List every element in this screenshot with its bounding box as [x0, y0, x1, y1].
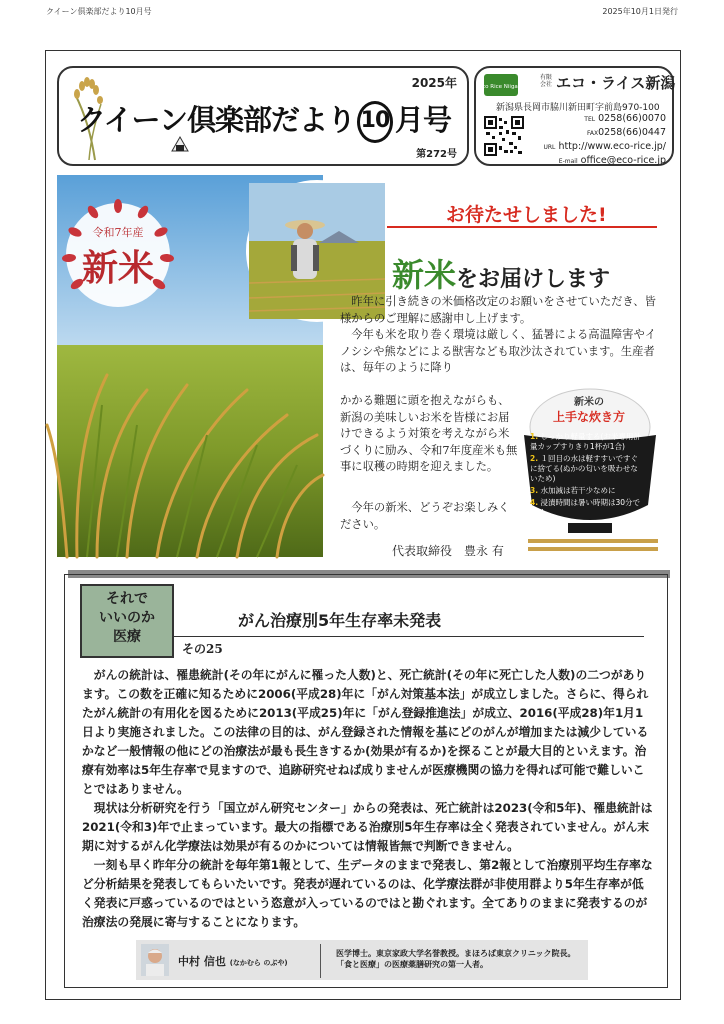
tips-title-2: 上手な炊き方: [552, 410, 625, 424]
headline-underline: [387, 226, 657, 228]
tip-item: 1. しっかり軽量する(お米専用計量カップすりきり1杯が1合): [530, 432, 641, 451]
masthead-month: 10: [357, 101, 393, 143]
tips-title-1: 新米の: [574, 397, 604, 408]
eco-rice-logo-icon: [478, 74, 524, 96]
company-email[interactable]: office@eco-rice.jp: [580, 155, 666, 166]
subhead-rest: をお届けします: [456, 267, 611, 292]
email-label: E-mail: [558, 158, 578, 165]
column-paragraph: 現状は分析研究を行う「国立がん研究センター」からの発表は、死亡統計は2023(令和5年)、罹患統計は2021(令和3)年で止まっています。最大の指標である治療別5年生存率は全く発表されていません。がん末期に対するがん化学療法は効果が有るのかについては情報皆無で判断できません。: [82, 801, 653, 853]
badge-year: 令和7年産: [92, 226, 144, 239]
company-info: [474, 66, 674, 166]
company-address: 新潟県長岡市脇川新田町字前島970-100: [496, 103, 660, 113]
tip-item: 3. 水加減は若干少なめに: [530, 486, 616, 495]
signature: 代表取締役 豊永 有: [392, 544, 504, 558]
company-type: 有限 会社: [540, 74, 553, 88]
tips-list: [530, 432, 642, 518]
column-body: [82, 666, 654, 932]
headline: お待たせしました!: [446, 204, 607, 226]
logo-text: Eco Rice Niigata: [478, 84, 524, 90]
url-label: URL: [543, 144, 556, 151]
masthead-issue: 第272号: [416, 149, 457, 160]
column-paragraph: 一刻も早く昨年分の統計を毎年第1報として、生データのままで発表し、第2報として治療別平均生存率など分析結果を発表してもらいたいです。発表が遅れているのは、化学療法群が非使用群より5年生存率が低く発表に戸惑っているのではという恣意が入っているのではと勘ぐれます。全てありのままに発表するのが治療法の発展に寄与することになります。: [82, 858, 653, 929]
company-tel: 0258(66)0070: [598, 113, 666, 124]
tel-label: TEL: [584, 116, 596, 123]
author-name: 中村 信也 (なかむら のぶや): [178, 955, 288, 968]
issue-date: 2025年10月1日発行: [602, 7, 678, 16]
subheadline: [392, 250, 610, 296]
tip-item: 2. １回目の水は軽すすいですぐに捨てる(ぬかの匂いを吸わせないため): [530, 454, 639, 483]
masthead-title: [77, 98, 451, 143]
fax-label: FAX: [587, 130, 599, 137]
author-avatar: [141, 944, 169, 976]
intro-paragraph-3: 今年の新米、どうぞお楽しみください。: [340, 501, 510, 531]
company-contact: [544, 112, 667, 168]
qr-code-icon: [484, 116, 524, 156]
subhead-strong: 新米: [392, 256, 457, 294]
masthead-title-pre: クイーン倶楽部だより: [77, 103, 355, 137]
new-rice-badge: [63, 200, 173, 310]
column-subtitle: その25: [182, 642, 223, 656]
masthead-year: 2025年: [411, 76, 457, 90]
column-label: それで いいのか 医療: [80, 584, 174, 658]
masthead-title-post: 月号: [394, 103, 451, 137]
author-divider: [320, 944, 321, 978]
company-url[interactable]: http://www.eco-rice.jp/: [558, 141, 666, 152]
company-fax: 0258(66)0447: [598, 127, 666, 138]
newsletter-name: クイーン倶楽部だより10月号: [46, 7, 152, 16]
page-header-line: [46, 6, 678, 17]
column-title: がん治療別5年生存率未発表: [238, 611, 442, 630]
intro-paragraph-2b: かかる難題に頭を抱えながらも、新潟の美味しいお米を皆様にお届けできるよう対策を考えながら米づくりに励み、令和7年度産米も無事に収穫の時期を迎えました。: [340, 394, 518, 473]
company-name: エコ・ライス新潟: [556, 74, 676, 92]
column-paragraph: がんの統計は、罹患統計(その年にがんに罹った人数)と、死亡統計(その年に死亡した人数)の二つがあります。この数を正確に知るために2006(平成28)年に「がん対策基本法」が成立しました。さらに、得られたがん統計の有用化を図るために2013(平成25)年に「がん登録推進法」が成立、2016(平成28)年1月1日より実施されました。この法律の目的は、がん登録された情報を基にどのがんが増加または減少しているかなど一般情報の他にどの治療法が最も長生きするか(効果が有るか)を探ることが最大目的といえます。治療有効率は5年生存率で見ますので、追跡研究せねば成りませんが医療機関の協力を得れば可能で難しいことではありません。: [82, 668, 649, 796]
intro-paragraph-1: 昨年に引き続きの米価格改定のお願いをさせていただき、皆様からのご理解に感謝申し上げます。: [340, 295, 656, 325]
masthead: [57, 66, 469, 166]
intro-paragraph-2a: 今年も米を取り巻く環境は厳しく、猛暑による高温障害やイノシシや熊などによる獣害なども取沙汰されています。生産者は、毎年のように降り: [340, 328, 657, 374]
onigiri-icon: [171, 136, 189, 152]
badge-title: 新米: [81, 247, 154, 289]
column-divider: [174, 636, 644, 637]
author-bio: 医学博士。東京家政大学名誉教授。まほろば東京クリニック院長。 「食と医療」の医療薬膳研究の第一人者。: [336, 949, 576, 969]
tip-item: 4. 浸漬時間は暑い時期は30分でOK!: [530, 498, 641, 517]
